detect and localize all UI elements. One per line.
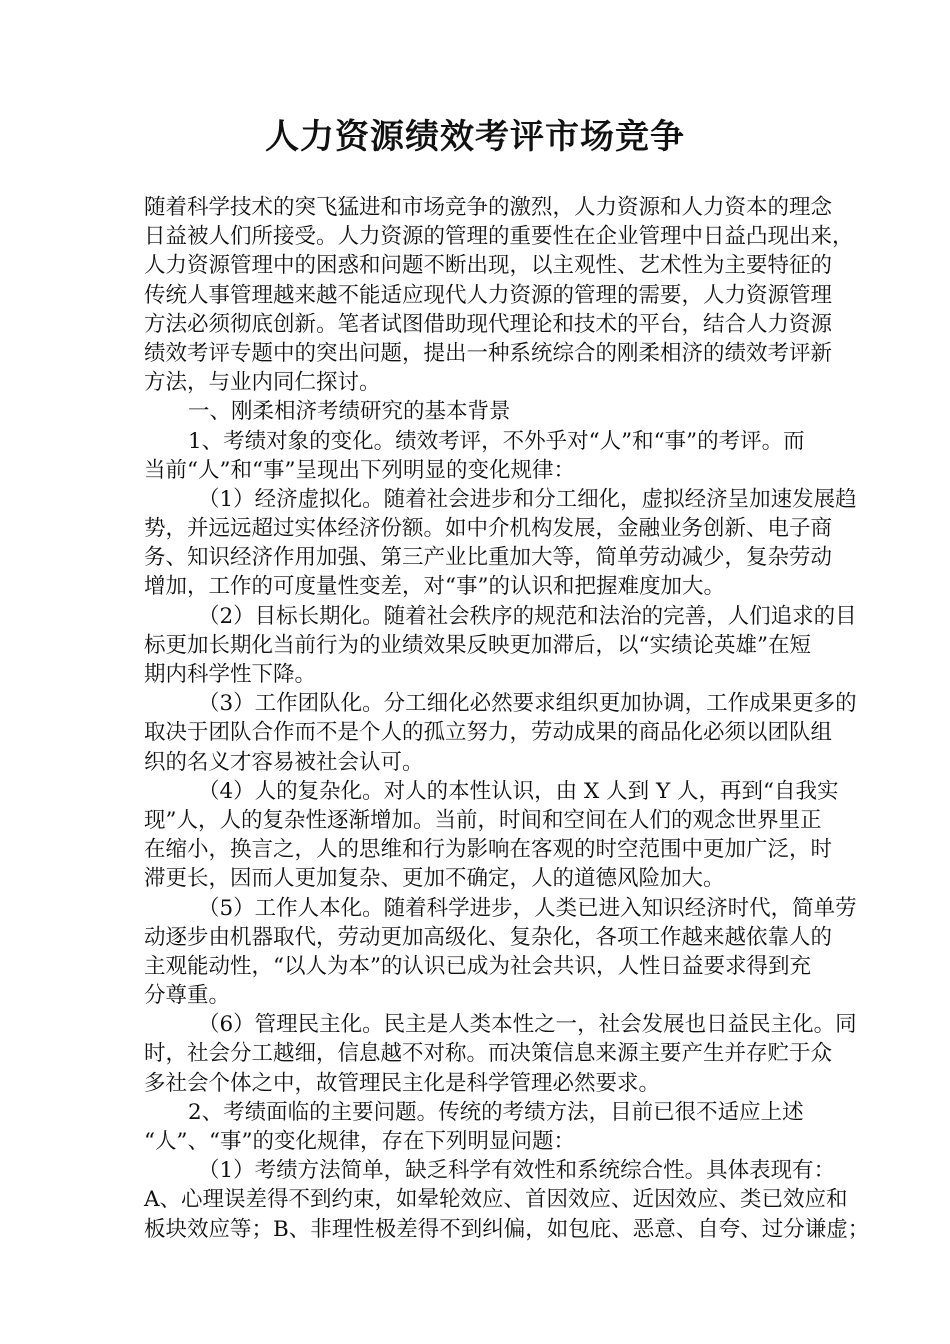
document-title: 人力资源绩效考评市场竞争 <box>265 117 685 157</box>
text-line: 1、考绩对象的变化。绩效考评，不外乎对“人”和“事”的考评。而 <box>188 428 805 454</box>
text-line: 当前“人”和“事”呈现出下列明显的变化规律： <box>144 457 575 483</box>
text-line: （4）人的复杂化。对人的本性认识，由 X 人到 Y 人，再到“自我实 <box>198 778 839 804</box>
text-line: 分尊重。 <box>144 983 231 1009</box>
text-line: 标更加长期化当前行为的业绩效果反映更加滞后，以“实绩论英雄”在短 <box>144 632 811 658</box>
text-line: （1）经济虚拟化。随着社会进步和分工细化，虚拟经济呈加速发展趋 <box>198 486 857 512</box>
text-line: 随着科学技术的突飞猛进和市场竞争的激烈，人力资源和人力资本的理念 <box>144 195 833 220</box>
text-line: 滞更长，因而人更加复杂、更加不确定，人的道德风险加大。 <box>144 866 725 892</box>
text-line: （3）工作团队化。分工细化必然要求组织更加协调，工作成果更多的 <box>198 691 857 717</box>
text-line: 板块效应等；B、非理性极差得不到纠偏，如包庇、恶意、自夸、过分谦虚； <box>144 1216 870 1242</box>
text-line: 多社会个体之中，故管理民主化是科学管理必然要求。 <box>144 1070 661 1096</box>
text-line: 方法必须彻底创新。笔者试图借助现代理论和技术的平台，结合人力资源 <box>144 311 833 337</box>
text-line: 增加，工作的可度量性变差，对“事”的认识和把握难度加大。 <box>144 574 725 600</box>
document-body <box>144 193 904 1244</box>
text-line: 人力资源管理中的困惑和问题不断出现，以主观性、艺术性为主要特征的 <box>144 253 833 279</box>
text-line: 2、考绩面临的主要问题。传统的考绩方法，目前已很不适应上述 <box>188 1099 804 1125</box>
text-line: A、心理误差得不到约束，如晕轮效应、首因效应、近因效应、类已效应和 <box>144 1187 848 1213</box>
text-line: 方法，与业内同仁探讨。 <box>144 370 381 396</box>
text-line: 日益被人们所接受。人力资源的管理的重要性在企业管理中日益凸现出来， <box>144 224 854 250</box>
text-line: 期内科学性下降。 <box>144 662 317 687</box>
text-line: 务、知识经济作用加强、第三产业比重加大等，简单劳动减少，复杂劳动 <box>144 545 833 571</box>
text-line: “人”、“事”的变化规律，存在下列明显问题： <box>144 1129 575 1154</box>
text-line: 取决于团队合作而不是个人的孤立努力，劳动成果的商品化必须以团队组 <box>144 720 833 746</box>
text-line: 一、刚柔相济考绩研究的基本背景 <box>188 399 511 425</box>
text-line: （5）工作人本化。随着科学进步，人类已进入知识经济时代，简单劳 <box>198 895 857 921</box>
text-line: 动逐步由机器取代，劳动更加高级化、复杂化，各项工作越来越依靠人的 <box>144 924 833 950</box>
text-line: （2）目标长期化。随着社会秩序的规范和法治的完善，人们追求的目 <box>198 603 857 629</box>
text-line: 绩效考评专题中的突出问题，提出一种系统综合的刚柔相济的绩效考评新 <box>144 340 833 366</box>
text-line: 在缩小，换言之，人的思维和行为影响在客观的时空范围中更加广泛，时 <box>144 837 833 863</box>
text-line: 传统人事管理越来越不能适应现代人力资源的管理的需要，人力资源管理 <box>144 282 833 308</box>
text-line: 势，并远远超过实体经济份额。如中介机构发展，金融业务创新、电子商 <box>144 516 833 542</box>
text-line: （6）管理民主化。民主是人类本性之一，社会发展也日益民主化。同 <box>198 1012 857 1038</box>
text-line: 时，社会分工越细，信息越不对称。而决策信息来源主要产生并存贮于众 <box>144 1041 833 1067</box>
text-line: （1）考绩方法简单，缺乏科学有效性和系统综合性。具体表现有： <box>198 1158 836 1184</box>
text-line: 织的名义才容易被社会认可。 <box>144 749 424 775</box>
text-line: 现”人，人的复杂性逐渐增加。当前，时间和空间在人们的观念世界里正 <box>144 807 822 833</box>
text-line: 主观能动性，“以人为本”的认识已成为社会共识，人性日益要求得到充 <box>144 953 811 979</box>
